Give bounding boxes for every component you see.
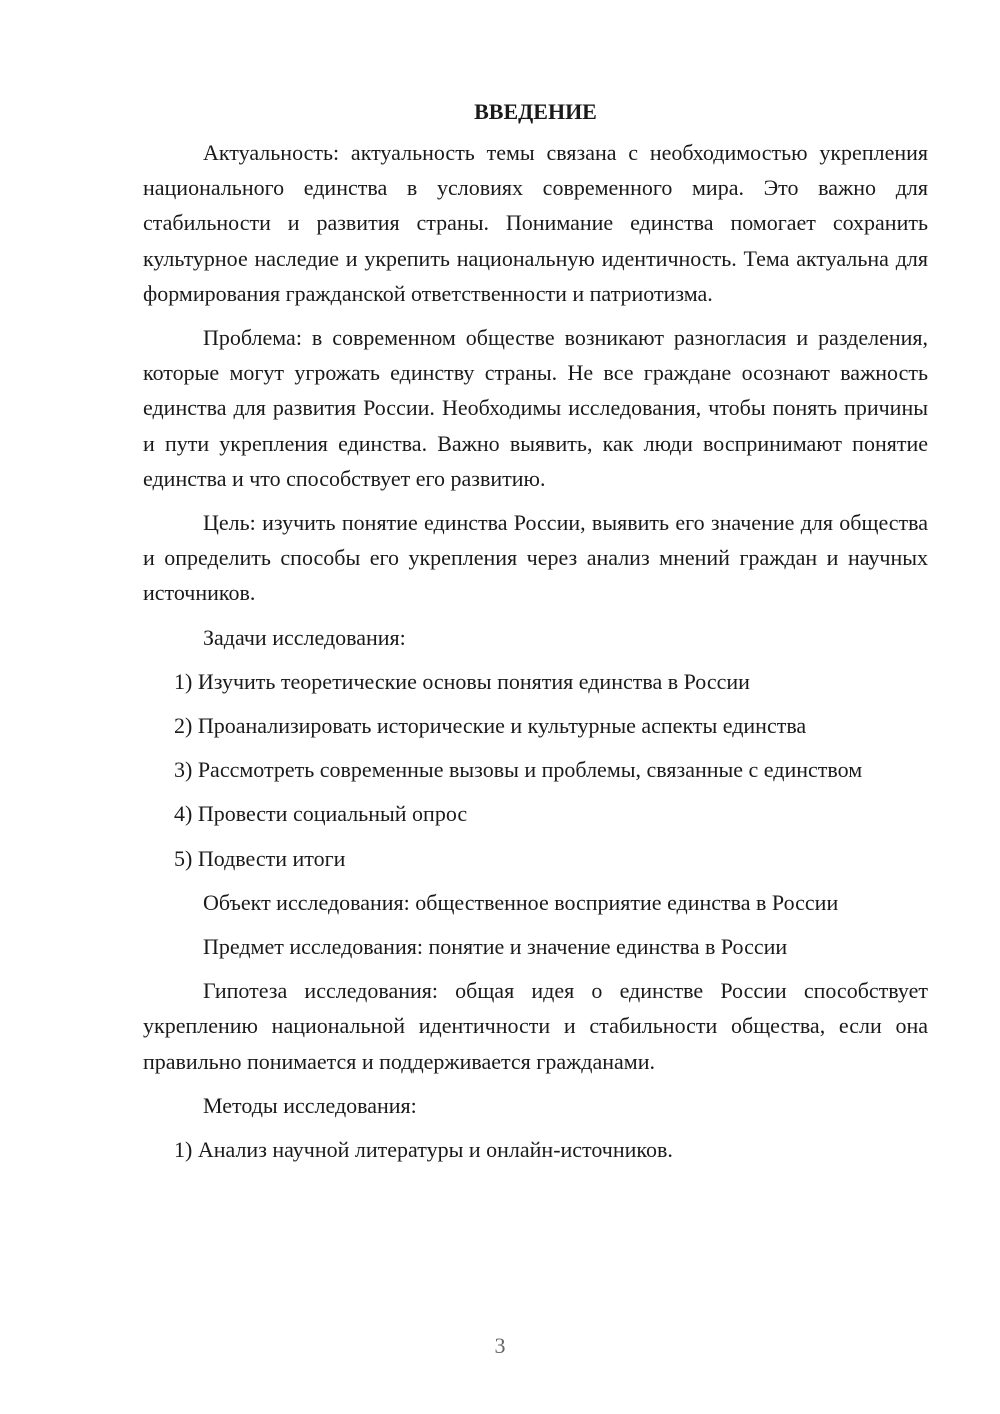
task-item: 2) Проанализировать исторические и культурные аспекты единства bbox=[174, 713, 807, 739]
task-item: 3) Рассмотреть современные вызовы и проблемы, связанные с единством bbox=[174, 757, 863, 783]
subject-paragraph: Предмет исследования: понятие и значение единства в России bbox=[203, 934, 788, 960]
object-paragraph: Объект исследования: общественное восприятие единства в России bbox=[203, 889, 839, 915]
section-title: ВВЕДЕНИЕ bbox=[474, 99, 597, 124]
methods-heading: Методы исследования: bbox=[203, 1092, 417, 1118]
document-page bbox=[143, 95, 928, 1176]
method-item: 1) Анализ научной литературы и онлайн-источников. bbox=[174, 1137, 673, 1163]
goal-paragraph: Цель: изучить понятие единства России, выявить его значение для общества и определить способы его укрепления через анализ мнений граждан и научных источников. bbox=[143, 510, 928, 606]
relevance-paragraph: Актуальность: актуальность темы связана с необходимостью укрепления национального единства в условиях современного мира. Это важно для стабильности и развития страны. Понимание единства помогает сохранить культурное наследие и укрепить национальную идентичность. Тема актуальна для формирования гражданской ответственности и патриотизма. bbox=[143, 140, 928, 306]
task-item: 1) Изучить теоретические основы понятия единства в России bbox=[174, 668, 750, 694]
hypothesis-paragraph: Гипотеза исследования: общая идея о единстве России способствует укреплению национальной идентичности и стабильности общества, если она правильно понимается и поддерживается гражданами. bbox=[143, 978, 928, 1074]
problem-paragraph: Проблема: в современном обществе возникают разногласия и разделения, которые могут угрожать единству страны. Не все граждане осознают важность единства для развития России. Необходимы исследования, чтобы понять причины и пути укрепления единства. Важно выявить, как люди воспринимают понятие единства и что способствует его развитию. bbox=[143, 325, 928, 491]
task-item: 5) Подвести итоги bbox=[174, 845, 346, 871]
page-number: 3 bbox=[494, 1333, 506, 1358]
task-item: 4) Провести социальный опрос bbox=[174, 801, 468, 827]
tasks-heading: Задачи исследования: bbox=[203, 624, 406, 650]
